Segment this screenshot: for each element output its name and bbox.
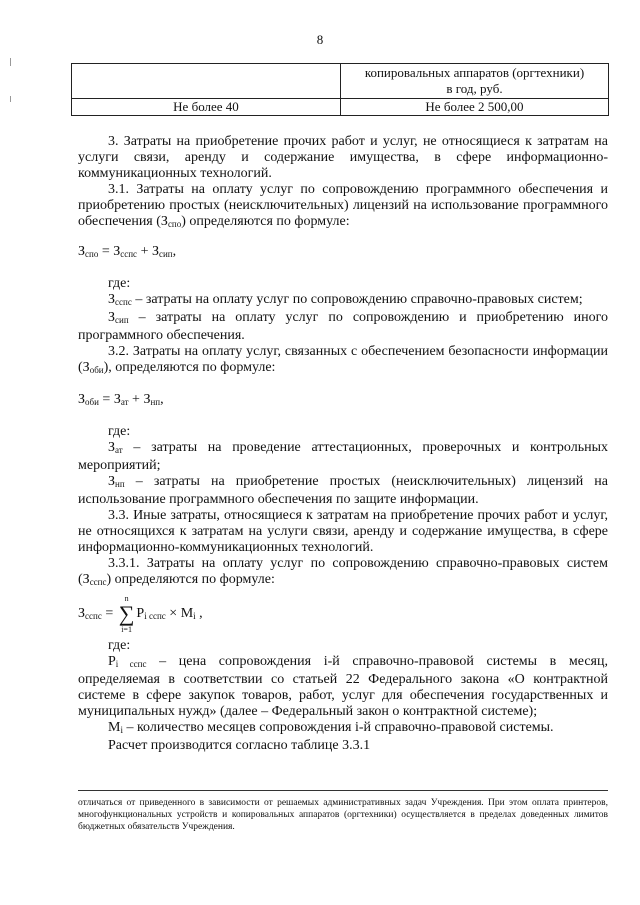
table-cell: Не более 2 500,00	[341, 99, 609, 116]
formula-lhs: З	[78, 244, 86, 259]
definition-symbol-sub: нп	[115, 479, 125, 489]
formula-plus: +	[128, 392, 144, 407]
formula-equals: =	[101, 606, 117, 622]
where-label: где:	[108, 638, 131, 653]
formula-3-1	[78, 244, 608, 262]
page-number: 8	[316, 32, 324, 47]
paragraph-text-after: ) определяются по формуле:	[181, 214, 350, 229]
definition-symbol: З	[108, 474, 116, 489]
definition-item	[78, 474, 608, 508]
definition-text: – затраты на приобретение простых (неисключительных) лицензий на использование программного обеспечения по защите информации.	[78, 474, 608, 507]
definition-item	[78, 292, 608, 310]
formula-3-2	[78, 392, 608, 410]
formula-term-2: З	[143, 392, 151, 407]
summation-lower-limit: i=1	[121, 625, 132, 634]
formula-times: ×	[165, 606, 181, 622]
formula-end: ,	[172, 244, 177, 259]
formula-term-1-sub: сспс	[120, 249, 138, 259]
inline-symbol: З	[160, 214, 168, 229]
definition-text: – количество месяцев сопровождения i-й справочно-правовой системы.	[122, 720, 554, 735]
paragraph-3-3-1	[78, 556, 608, 590]
formula-term-1: З	[113, 392, 121, 407]
definition-symbol: M	[108, 720, 121, 735]
summation	[119, 594, 135, 634]
definition-item	[78, 654, 608, 720]
definition-symbol: З	[108, 440, 116, 455]
formula-lhs-sub: оби	[85, 397, 99, 407]
table-row	[72, 64, 609, 99]
inline-symbol-sub: сспс	[89, 577, 107, 587]
inline-symbol-sub: оби	[89, 365, 104, 375]
formula-months: M	[180, 606, 194, 622]
formula-lhs-sub: спо	[85, 249, 99, 259]
formula-equals: =	[98, 392, 114, 407]
paragraph-3-2	[78, 344, 608, 378]
calculation-note: Расчет производится согласно таблице 3.3.1	[108, 738, 371, 753]
paragraph-text: 3.1. Затраты на оплату услуг по сопровождению программного обеспечения и приобретению простых (неисключительных) лицензий на использование программного обеспечения (	[78, 182, 608, 229]
formula-term-2-sub: нп	[150, 397, 161, 407]
definition-symbol: P	[108, 654, 116, 669]
table-header-cell	[341, 64, 609, 99]
definition-text: – затраты на оплату услуг по сопровождению справочно-правовых систем;	[131, 292, 583, 307]
summation-upper-limit: n	[124, 594, 129, 603]
definition-symbol-sub: ат	[115, 445, 123, 455]
formula-plus: +	[137, 244, 152, 259]
formula-end: ,	[195, 606, 203, 622]
paragraph-text-after: ), определяются по формуле:	[103, 360, 276, 375]
where-label: где:	[108, 424, 131, 439]
footnote-text: отличаться от приведенного в зависимости от решаемых административных задач Учреждения. При этом оплата принтеров, многофункциональных устройств и копировальных аппаратов (оргтехники) осуществляется в пределах доведенных лимитов бюджетных обязательств Учреждения.	[78, 798, 608, 832]
table-header-line2: в год, руб.	[446, 81, 503, 96]
paragraph-text: 3.2. Затраты на оплату услуг, связанных с обеспечением безопасности информации (	[78, 344, 608, 375]
formula-end: ,	[160, 392, 164, 407]
definition-symbol-sub: сспс	[115, 297, 132, 307]
document-body	[78, 134, 608, 754]
formula-price-sub: i сспс	[144, 611, 166, 622]
definition-symbol: З	[108, 310, 116, 325]
formula-equals: =	[98, 244, 114, 259]
inline-symbol: З	[82, 572, 90, 587]
summation-icon: ∑	[118, 601, 135, 626]
table-cell: Не более 40	[72, 99, 341, 116]
continued-table	[71, 63, 609, 116]
inline-symbol: З	[82, 360, 90, 375]
scan-margin-mark	[10, 96, 11, 102]
scan-margin-mark	[10, 58, 11, 66]
formula-months-sub: i	[193, 611, 196, 622]
definition-symbol-sub: i	[120, 725, 123, 735]
formula-lhs: З	[78, 392, 86, 407]
definition-item	[78, 720, 608, 738]
definition-symbol: З	[108, 292, 116, 307]
definition-symbol-sub: сип	[115, 315, 129, 325]
formula-lhs: З	[78, 606, 86, 622]
paragraph-text-after: ) определяются по формуле:	[106, 572, 275, 587]
formula-lhs-sub: сспс	[85, 611, 102, 622]
where-label: где:	[108, 276, 131, 291]
paragraph-3-1	[78, 182, 608, 232]
footnote-divider	[78, 790, 608, 791]
formula-price: P	[136, 606, 145, 622]
table-cell-empty	[72, 64, 341, 99]
definition-text: – затраты на проведение аттестационных, проверочных и контрольных мероприятий;	[78, 440, 608, 473]
formula-term-2-sub: сип	[158, 249, 173, 259]
formula-term-1: З	[113, 244, 121, 259]
definition-text: – затраты на оплату услуг по сопровождению и приобретению иного программного обеспечения.	[78, 310, 608, 343]
definition-item	[78, 440, 608, 474]
formula-term-1-sub: ат	[120, 397, 129, 407]
definition-item	[78, 310, 608, 344]
table-header-line1: копировальных аппаратов (оргтехники)	[364, 65, 585, 80]
paragraph-3-3: 3.3. Иные затраты, относящиеся к затратам на приобретение прочих работ и услуг, не относящихся к затратам на услуги связи, аренду и содержание имущества, в сфере информационно-коммуникационных технологий.	[78, 508, 608, 555]
formula-3-3-1	[78, 594, 608, 634]
section-3-intro: 3. Затраты на приобретение прочих работ и услуг, не относящиеся к затратам на услуги связи, аренду и содержание имущества, в сфере информационно-коммуникационных технологий.	[78, 134, 608, 181]
table-row	[72, 99, 609, 116]
definition-symbol-sub: i сспс	[115, 659, 147, 669]
inline-symbol-sub: спо	[167, 219, 182, 229]
formula-term-2: З	[151, 244, 159, 259]
definition-text: – цена сопровождения i-й справочно-правовой системы в месяц, определяемая в соответствии со статьей 22 Федерального закона «О контрактной системе в сфере закупок товаров, работ, услуг для обеспечения государственных и муниципальных нужд» (далее – Федеральный закон о контрактной системе);	[78, 654, 608, 719]
paragraph-text: 3.3.1. Затраты на оплату услуг по сопровождению справочно-правовых систем (	[78, 556, 608, 587]
